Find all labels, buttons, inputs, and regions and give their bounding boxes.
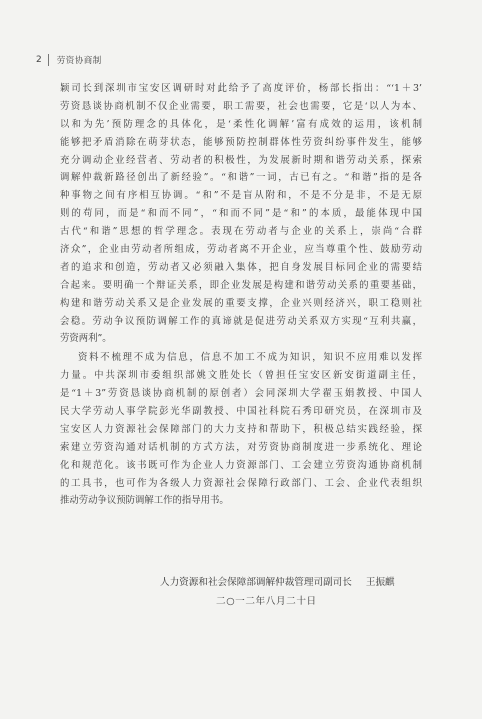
signature-line bbox=[160, 573, 395, 592]
text-line: 以和为先’预防理念的具体化，是‘柔性化调解’富有成效的运用，该机制 bbox=[60, 118, 422, 130]
text-line: 能够把矛盾消除在萌芽状态，能够预防控制群体性劳资纠纷事件发生，能够 bbox=[60, 136, 422, 148]
running-header bbox=[36, 54, 102, 66]
text-line: 力量。中共深圳市委组织部姚文胜处长（曾担任宝安区新安街道副主任， bbox=[60, 370, 422, 382]
paragraph-1 bbox=[60, 80, 422, 348]
text-line: 化和规范化。该书既可作为企业人力资源部门、工会建立劳资沟通协商机制 bbox=[60, 459, 422, 471]
text-line: 者的追求和创造，劳动者又必须融入集体，把自身发展目标同企业的需要结 bbox=[60, 261, 422, 273]
text-line: 的工具书，也可作为各级人力资源社会保障行政部门、工会、企业代表组织 bbox=[60, 477, 422, 489]
paragraph-2 bbox=[60, 349, 422, 510]
text-line: 颖司长到深圳市宝安区调研时对此给予了高度评价，杨部长指出：“‘1＋3’ bbox=[60, 83, 422, 94]
body-text bbox=[60, 80, 422, 510]
text-line: 索建立劳资沟通对话机制的方式方法，对劳资协商制度进一步系统化、理论 bbox=[60, 441, 422, 453]
signature-block bbox=[160, 573, 395, 611]
text-line: 劳资两利”。 bbox=[60, 333, 112, 345]
text-line: 资料不梳理不成为信息，信息不加工不成为知识，知识不应用难以发挥 bbox=[78, 352, 422, 364]
text-line: 种事物之间有序相互协调。“和”不是盲从附和，不是不分是非，不是无原 bbox=[60, 190, 422, 202]
header-divider bbox=[48, 54, 49, 66]
text-line: 构建和谐劳动关系又是企业发展的重要支撑，企业兴则经济兴，职工稳则社 bbox=[60, 297, 422, 309]
text-line: 古代“和谐”思想的哲学理念。表现在劳动者与企业的关系上，崇尚“合群 bbox=[60, 226, 422, 238]
text-line: 是“1＋3”劳资恳谈协商机制的原创者）会同深圳大学翟玉娟教授、中国人 bbox=[60, 388, 422, 400]
text-line: 宝安区人力资源社会保障部门的大力支持和帮助下，积极总结实践经验，探 bbox=[60, 423, 422, 435]
text-line: 民大学劳动人事学院彭光华副教授、中国社科院石秀印研究员，在深圳市及 bbox=[60, 406, 422, 418]
text-line: 会稳。劳动争议预防调解工作的真谛就是促进劳动关系双方实现“互利共赢， bbox=[60, 315, 422, 327]
text-line: 充分调动企业经营者、劳动者的积极性，为发展新时期和谐劳动关系，探索 bbox=[60, 154, 422, 166]
page-number: 2 bbox=[36, 55, 42, 65]
signatory-name: 王振麒 bbox=[365, 577, 395, 588]
text-line: 调解仲裁新路径创出了新经验”。“和谐”一词，古已有之。“和谐”指的是各 bbox=[60, 172, 422, 184]
text-line: 济众”，企业由劳动者所组成，劳动者离不开企业，应当尊重个性、鼓励劳动 bbox=[60, 244, 422, 256]
text-line: 推动劳动争议预防调解工作的指导用书。 bbox=[60, 495, 229, 507]
running-title: 劳资协商制 bbox=[56, 56, 102, 66]
signatory-title: 人力资源和社会保障部调解仲裁管理司副司长 bbox=[160, 577, 352, 588]
text-line: 劳资恳谈协商机制不仅企业需要，职工需要，社会也需要，它是‘以人为本、 bbox=[60, 100, 422, 112]
text-line: 则的苟同，而是“和而不同”，“和而不同”是“和”的本质，最能体现中国 bbox=[60, 208, 422, 220]
signature-date: 二○一二年八月二十日 bbox=[216, 596, 317, 607]
text-line: 合起来。要明确一个辩证关系，即企业发展是构建和谐劳动关系的重要基础， bbox=[60, 279, 422, 291]
